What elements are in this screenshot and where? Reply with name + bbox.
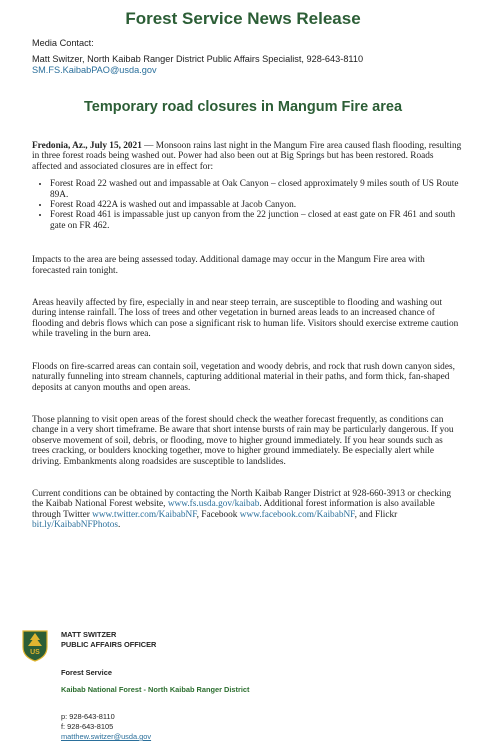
signature-email-link[interactable]: matthew.switzer@usda.gov xyxy=(61,732,152,741)
media-contact-block xyxy=(32,38,472,76)
facebook-link[interactable]: www.facebook.com/KaibabNF xyxy=(239,509,355,520)
usda-forest-service-shield-icon xyxy=(22,630,48,662)
flickr-link[interactable]: bit.ly/KaibabNFPhotos xyxy=(32,520,119,531)
media-contact-person: Matt Switzer, North Kaibab Ranger District Public Affairs Specialist, 928-643-8110 xyxy=(32,54,364,64)
website-link[interactable]: www.fs.usda.gov/kaibab xyxy=(167,499,260,510)
article-body xyxy=(32,141,462,553)
planning-paragraph: Those planning to visit open areas of the forest should check the weather forecast frequently, as conditions can change in a very short timeframe. Be aware that short intense bursts of rain may be particularly dangerous. If you observe movement of soil, debris, or flooding, move to higher ground immediately. If you hear sounds such as trees cracking, or boulders knocking together, move to higher ground immediately. Be especially alert while driving. Embankments along roadsides are susceptible to landslides. xyxy=(32,414,454,467)
current-conditions-paragraph xyxy=(32,489,462,531)
list-item: • Forest Road 22 washed out and impassable at Oak Canyon – closed approximately 9 miles south of US Route 89A. xyxy=(50,179,462,200)
current-conditions-text: , Facebook xyxy=(196,509,240,520)
media-contact-label: Media Contact: xyxy=(32,38,94,48)
impacts-paragraph: Impacts to the area are being assessed today. Additional damage may occur in the Mangum Fire area with forecasted rain tonight. xyxy=(32,255,425,276)
list-item: • Forest Road 422A is washed out and impassable at Jacob Canyon. xyxy=(50,200,462,210)
signature-name: MATT SWITZER xyxy=(61,630,117,639)
signature-unit: Kaibab National Forest - North Kaibab Ranger District xyxy=(61,685,250,694)
signature-organization: Forest Service xyxy=(61,668,112,677)
signature-fax: f: 928-643-8105 xyxy=(61,722,114,731)
list-item: • Forest Road 461 is impassable just up canyon from the 22 junction – closed at east gate on FR 461 and south gate on FR 462. xyxy=(50,210,462,231)
lead-text: — Monsoon rains last night in the Mangum Fire area caused flash flooding, resulting in three forest roads being washed out. Power had also been out at Big Springs but has been restored. Roads affected and associated closures are in effect for: xyxy=(32,141,462,172)
dateline: Fredonia, Az., July 15, 2021 xyxy=(32,141,142,151)
article-headline: Temporary road closures in Mangum Fire area xyxy=(83,99,403,115)
floods-paragraph: Floods on fire-scarred areas can contain soil, vegetation and woody debris, and rock that rush down canyon sides, naturally funneling into stream channels, capturing additional material in their paths, and form thick, fan-shaped deposits at canyon mouths and open areas. xyxy=(32,361,455,393)
shield-lettering: US xyxy=(30,649,40,656)
signature-phone: p: 928-643-8110 xyxy=(61,712,115,721)
current-conditions-text: . Additional forest information is also available through Twitter xyxy=(32,499,435,520)
signature-role: PUBLIC AFFAIRS OFFICER xyxy=(61,640,157,649)
current-conditions-text: . xyxy=(118,520,121,531)
media-contact-email-link[interactable]: SM.FS.KaibabPAO@usda.gov xyxy=(32,65,157,75)
current-conditions-text: , and Flickr xyxy=(354,509,398,520)
burn-area-paragraph: Areas heavily affected by fire, especially in and near steep terrain, are susceptible to flooding and washing out during intense rainfall. The loss of trees and other vegetation in burned areas leads to an increased chance of flooding and debris flows which can pose a significant risk to human life. Visitors should exercise extreme caution while traveling in the burn area. xyxy=(32,298,459,340)
page-title: Forest Service News Release xyxy=(125,9,361,28)
road-closure-list xyxy=(32,179,462,231)
twitter-link[interactable]: www.twitter.com/KaibabNF xyxy=(92,509,197,520)
current-conditions-text: Current conditions can be obtained by contacting the North Kaibab Ranger District at 928-660-3913 or checking the Kaibab National Forest website, xyxy=(32,488,452,510)
lead-paragraph xyxy=(32,141,462,172)
